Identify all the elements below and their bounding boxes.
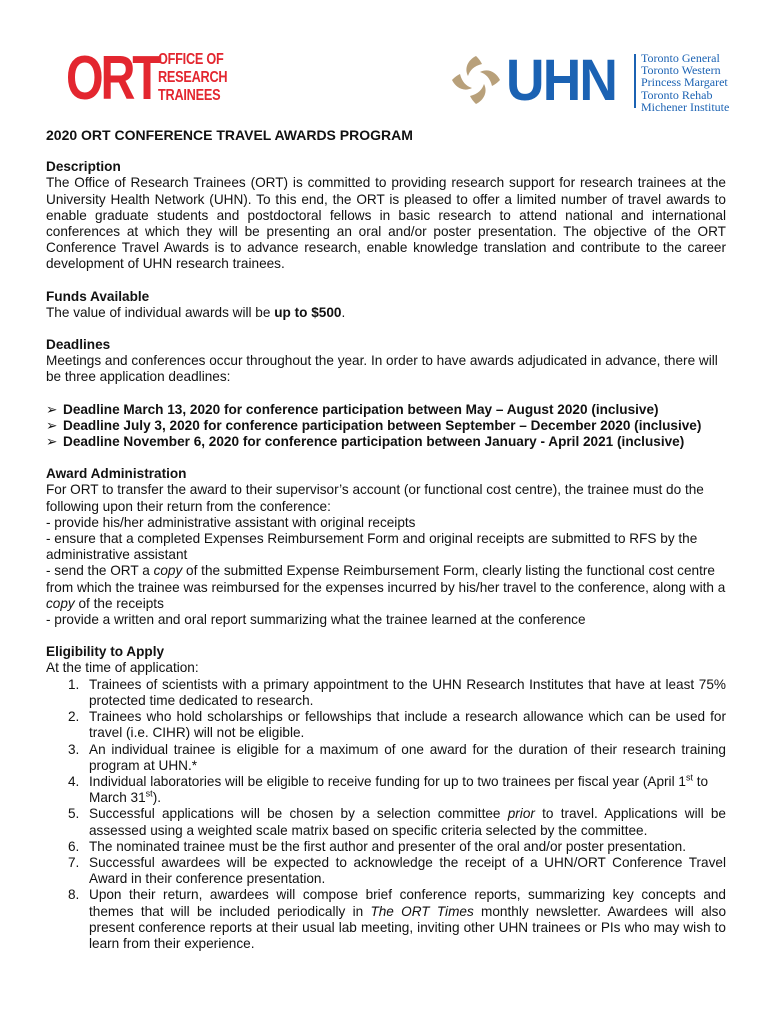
eligibility-item — [46, 839, 726, 855]
eligibility-text: to travel. Applications will be assessed using a weighted scale matrix based on specific criteria selected by the committee. — [89, 806, 726, 838]
eligibility-intro: At the time of application: — [46, 660, 199, 676]
admin-text: of the receipts — [74, 595, 164, 611]
eligibility-item — [46, 677, 726, 709]
funds-section — [46, 289, 726, 321]
funds-text-before: The value of individual awards will be — [46, 304, 275, 320]
funds-text — [46, 305, 726, 321]
eligibility-item — [46, 887, 726, 952]
arrow-bullet-icon: ➢ — [46, 401, 58, 417]
deadline-item — [46, 418, 726, 434]
deadlines-section — [46, 337, 726, 450]
ort-logo-letters: ORT — [66, 44, 159, 113]
ort-logo-line: OFFICE OF — [158, 51, 224, 68]
eligibility-item — [46, 774, 726, 806]
uhn-logo-letters: UHN — [506, 48, 617, 113]
ort-logo — [66, 44, 228, 113]
item-number: 4. — [68, 773, 80, 789]
eligibility-text: The nominated trainee must be the first author and presenter of the oral and/or poster presentation. — [89, 838, 686, 854]
eligibility-emphasis: The ORT Times — [370, 903, 474, 919]
funds-text-after: . — [341, 304, 346, 320]
description-text: The Office of Research Trainees (ORT) is committed to providing research support for research trainees at the University Health Network (UHN). To this end, the ORT is pleased to offer a limited number of travel awards to enable graduate students and postdoctoral fellows in basic research to attend national and international conferences at which they will be presenting an oral and/or poster presentation. The objective of the ORT Conference Travel Awards is to advance research, enable knowledge translation and contribute to the career development of UHN research trainees. — [46, 175, 726, 272]
item-number: 6. — [68, 838, 80, 854]
ort-logo-line: TRAINEES — [158, 87, 221, 104]
eligibility-text: Trainees of scientists with a primary appointment to the UHN Research Institutes that have at least 75% protected time dedicated to research. — [89, 676, 726, 708]
section-heading: Deadlines — [46, 337, 111, 353]
admin-text: - send the ORT a — [46, 563, 154, 579]
uhn-logo-divider — [634, 54, 636, 108]
eligibility-list — [46, 677, 726, 952]
eligibility-text: ). — [152, 790, 161, 806]
eligibility-text: Upon their return, awardees will compose brief conference reports, summarizing key concepts and themes that will be included periodically in — [89, 887, 726, 919]
eligibility-text: Successful applications will be chosen by a selection committee — [89, 806, 508, 822]
eligibility-section — [46, 644, 726, 952]
administration-intro: For ORT to transfer the award to their supervisor’s account (or functional cost centre), the trainee must do the following upon their return from the conference: — [46, 482, 704, 514]
eligibility-text: Successful awardees will be expected to acknowledge the receipt of a UHN/ORT Conference Travel Award in their conference presentation. — [89, 854, 726, 887]
administration-item: - provide a written and oral report summarizing what the trainee learned at the conference — [46, 612, 586, 628]
eligibility-text: Trainees who hold scholarships or fellowships that include a research allowance which can be used for travel (i.e. CIHR) will not be eligible. — [89, 709, 726, 741]
arrow-bullet-icon: ➢ — [46, 434, 58, 450]
eligibility-text: monthly newsletter. Awardees will also present conference reports at their usual lab meeting, inviting other UHN trainees or PIs who may wish to learn from their experience. — [89, 903, 727, 951]
uhn-emblem-icon — [448, 52, 504, 108]
eligibility-emphasis: prior — [507, 806, 535, 822]
item-number: 2. — [68, 709, 80, 725]
section-heading: Description — [46, 159, 121, 175]
uhn-site: Princess Margaret — [641, 75, 728, 90]
administration-item: - ensure that a completed Expenses Reimbursement Form and original receipts are submitted to RFS by the administrative assistant — [46, 531, 698, 563]
document-title: 2020 ORT CONFERENCE TRAVEL AWARDS PROGRAM — [46, 127, 413, 143]
funds-amount: up to $500 — [274, 304, 342, 320]
eligibility-text: An individual trainee is eligible for a maximum of one award for the duration of their research training program at UHN.* — [89, 741, 726, 773]
admin-text: of the submitted Expense Reimbursement Form, clearly listing the functional cost centre from which the trainee was reimbursed for the expenses incurred by his/her travel to the conference, along with a — [46, 563, 726, 595]
eligibility-text: to March 31 — [89, 773, 709, 806]
ort-logo-text — [158, 51, 228, 105]
item-number: 8. — [68, 887, 80, 903]
administration-item: - provide his/her administrative assistant with original receipts — [46, 514, 416, 530]
section-heading: Funds Available — [46, 288, 150, 304]
eligibility-text: Individual laboratories will be eligible to receive funding for up to two trainees per fiscal year (April 1 — [89, 773, 686, 789]
ort-logo-line: RESEARCH — [158, 69, 228, 86]
superscript: st — [145, 788, 153, 799]
administration-item — [46, 563, 726, 612]
deadline-item — [46, 402, 726, 418]
deadlines-intro: Meetings and conferences occur throughout the year. In order to have awards adjudicated in advance, there will be three application deadlines: — [46, 353, 718, 385]
description-section — [46, 159, 726, 272]
admin-emphasis: copy — [46, 595, 75, 611]
uhn-logo — [448, 48, 730, 114]
superscript: st — [685, 772, 693, 783]
document-body — [46, 127, 726, 968]
deadline-text: Deadline March 13, 2020 for conference participation between May – August 2020 (inclusive) — [63, 401, 659, 417]
section-heading: Eligibility to Apply — [46, 644, 165, 660]
deadline-list — [46, 402, 726, 451]
eligibility-item — [46, 855, 726, 887]
administration-section — [46, 466, 726, 628]
admin-emphasis: copy — [153, 563, 183, 579]
eligibility-item — [46, 742, 726, 774]
eligibility-item — [46, 806, 726, 838]
uhn-site: Toronto Rehab — [641, 87, 713, 102]
section-heading: Award Administration — [46, 466, 187, 482]
arrow-bullet-icon: ➢ — [46, 417, 58, 433]
uhn-site-list — [641, 52, 729, 113]
deadline-text: Deadline July 3, 2020 for conference participation between September – December 2020 (inclusive) — [63, 417, 702, 433]
uhn-site: Michener Institute — [641, 99, 730, 114]
item-number: 1. — [68, 676, 80, 692]
eligibility-item — [46, 709, 726, 741]
item-number: 7. — [68, 854, 80, 870]
item-number: 5. — [68, 806, 80, 822]
item-number: 3. — [68, 741, 80, 757]
deadline-item — [46, 434, 726, 450]
uhn-site: Toronto Western — [641, 63, 721, 78]
uhn-site: Toronto General — [641, 51, 720, 65]
deadline-text: Deadline November 6, 2020 for conference participation between January - April 2021 (inclusive) — [63, 434, 685, 450]
